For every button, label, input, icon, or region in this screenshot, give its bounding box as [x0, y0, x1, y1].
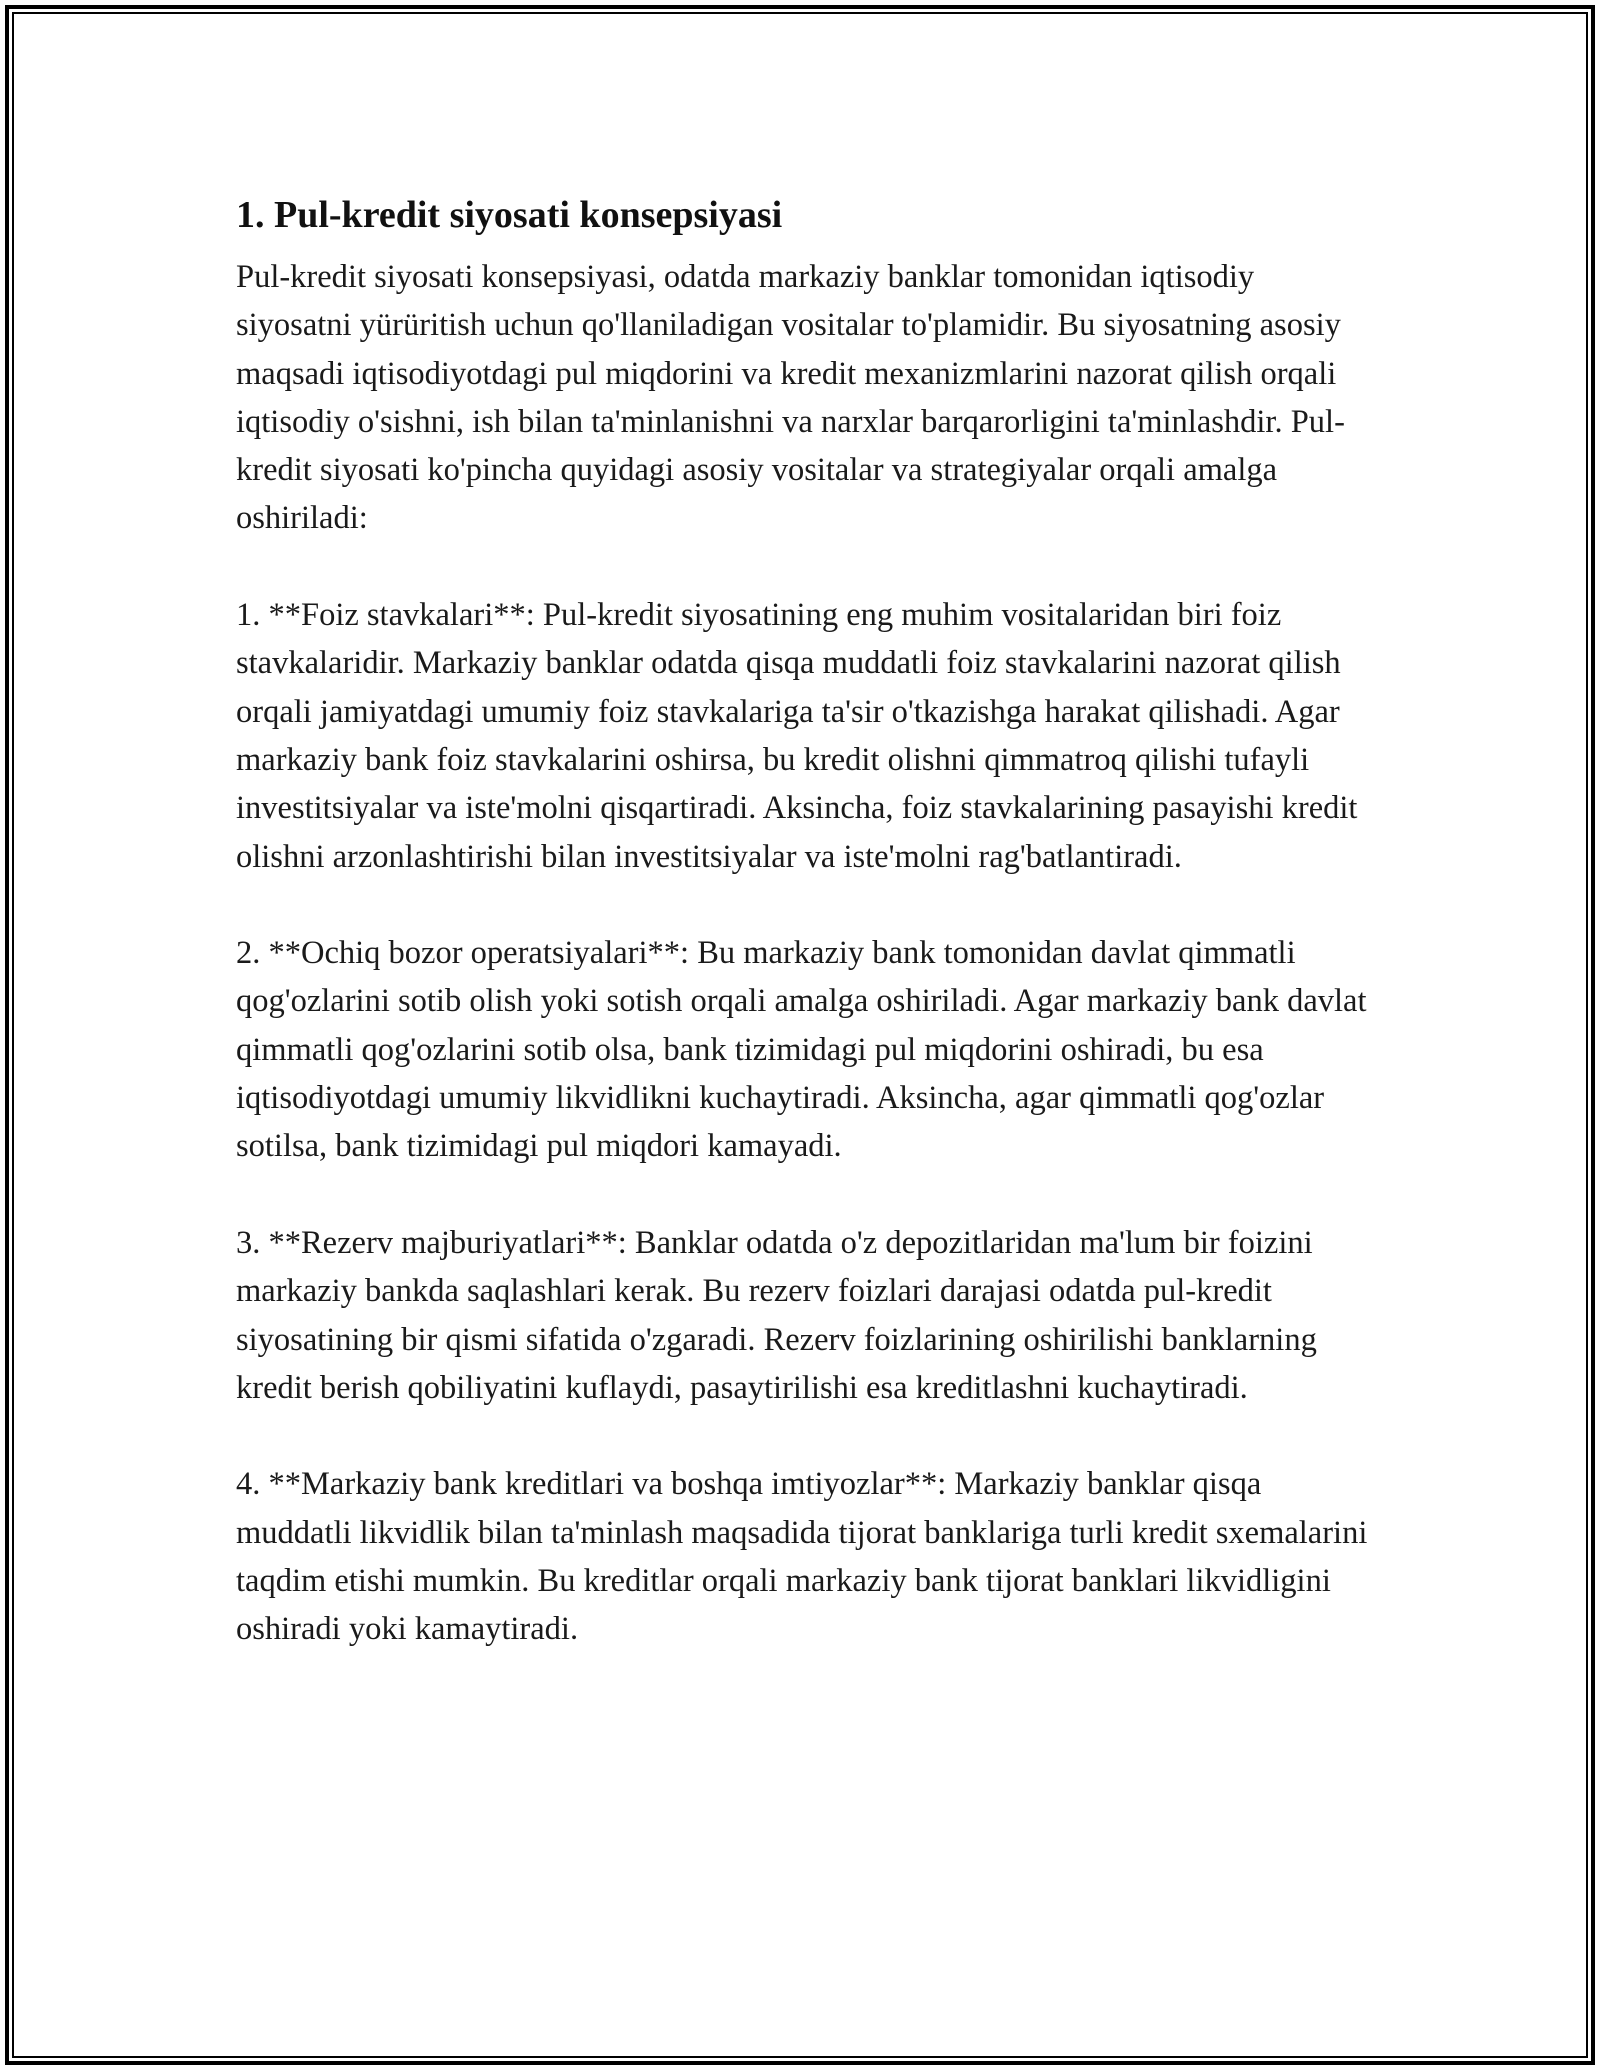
paragraph-reserve-requirements: 3. **Rezerv majburiyatlari**: Banklar odatda o'z depozitlaridan ma'lum bir foizini markaziy bankda saqlashlari kerak. Bu rezerv foizlari darajasi odatda pul-kredit siyosatining bir qismi sifatida o'zgaradi. Rezerv foizlarining oshirilishi banklarning kredit berish qobiliyatini kuflaydi, pasaytirilishi esa kreditlashni kuchaytiradi.	[236, 1224, 1317, 1406]
paragraph-central-bank-credits: 4. **Markaziy bank kreditlari va boshqa imtiyozlar**: Markaziy banklar qisqa muddatli likvidlik bilan ta'minlash maqsadida tijorat banklariga turli kredit sxemalarini taqdim etishi mumkin. Bu kreditlar orqali markaziy bank tijorat banklari likvidligini oshiradi yoki kamaytiradi.	[236, 1466, 1368, 1648]
document-body	[236, 185, 1376, 1654]
document-title: 1. Pul-kredit siyosati konsepsiyasi	[236, 194, 783, 236]
paragraph-interest-rates: 1. **Foiz stavkalari**: Pul-kredit siyosatining eng muhim vositalaridan biri foiz stavkalaridir. Markaziy banklar odatda qisqa muddatli foiz stavkalarini nazorat qilish orqali jamiyatdagi umumiy foiz stavkalariga ta'sir o'tkazishga harakat qilishadi. Agar markaziy bank foiz stavkalarini oshirsa, bu kredit olishni qimmatroq qilishi tufayli investitsiyalar va iste'molni qisqartiradi. Aksincha, foiz stavkalarining pasayishi kredit olishni arzonlashtirishi bilan investitsiyalar va iste'molni rag'batlantiradi.	[236, 597, 1358, 875]
intro-paragraph: Pul-kredit siyosati konsepsiyasi, odatda markaziy banklar tomonidan iqtisodiy siyosatni yürüritish uchun qo'llaniladigan vositalar to'plamidir. Bu siyosatning asosiy maqsadi iqtisodiyotdagi pul miqdorini va kredit mexanizmlarini nazorat qilish orqali iqtisodiy o'sishni, ish bilan ta'minlanishni va narxlar barqarorligini ta'minlashdir. Pul-kredit siyosati ko'pincha quyidagi asosiy vositalar va strategiyalar orqali amalga oshiriladi:	[236, 259, 1345, 537]
paragraph-open-market-operations: 2. **Ochiq bozor operatsiyalari**: Bu markaziy bank tomonidan davlat qimmatli qog'ozlarini sotib olish yoki sotish orqali amalga oshiriladi. Agar markaziy bank davlat qimmatli qog'ozlarini sotib olsa, bank tizimidagi pul miqdorini oshiradi, bu esa iqtisodiyotdagi umumiy likvidlikni kuchaytiradi. Aksincha, agar qimmatli qog'ozlar sotilsa, bank tizimidagi pul miqdori kamayadi.	[236, 935, 1367, 1165]
